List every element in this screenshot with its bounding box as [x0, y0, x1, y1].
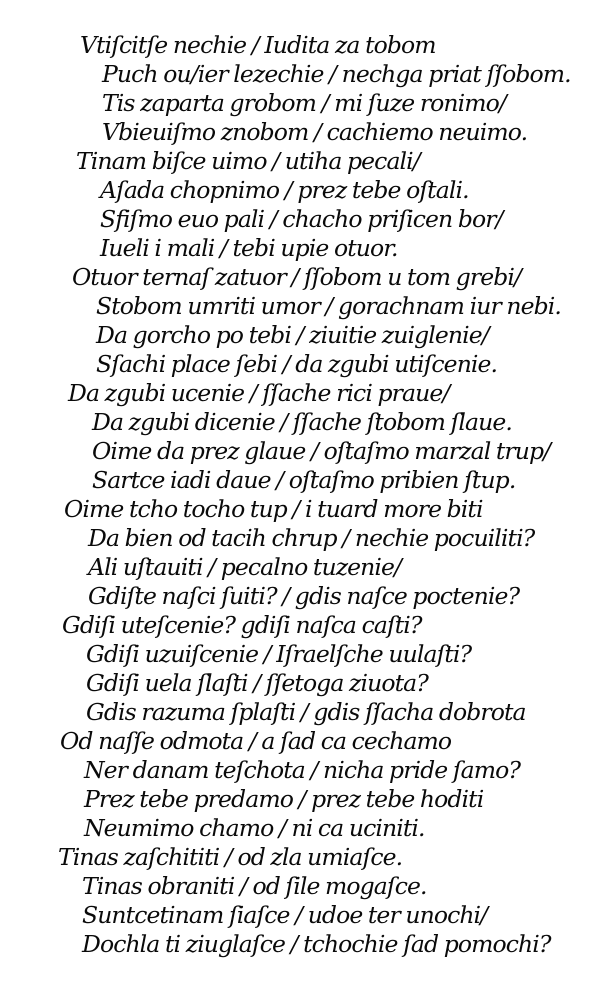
verse-line: Oime da prez glaue / oſtaſmo marzal trup/: [92, 437, 551, 465]
verse-line: Da zgubi dicenie / ſſache ſtobom ſlaue.: [92, 408, 512, 436]
verse-line: Gdis razuma ſplaſti / gdis ſſacha dobrota: [86, 698, 526, 726]
verse-line: Tis zaparta grobom / mi ſuze ronimo/: [102, 89, 506, 117]
verse-line: Stobom umriti umor / gorachnam iur nebi.: [96, 292, 561, 320]
verse-line: Otuor ternaſ zatuor / ſſobom u tom grebi/: [72, 263, 522, 291]
verse-line: Vtiſcitſe nechie / Iudita za tobom: [80, 31, 436, 59]
verse-line: Od naſſe odmota / a ſad ca cechamo: [60, 727, 452, 755]
verse-line: Da zgubi ucenie / ſſache rici praue/: [68, 379, 450, 407]
verse-line: Gdiſi uteſcenie? gdiſi naſca caſti?: [62, 611, 422, 639]
verse-line: Suntcetinam ſiaſce / udoe ter unochi/: [82, 901, 488, 929]
verse-line: Sſachi place ſebi / da zgubi utiſcenie.: [96, 350, 498, 378]
verse-line: Aſada chopnimo / prez tebe oſtali.: [100, 176, 469, 204]
verse-line: Gdiſi uzuiſcenie / Iſraelſche uulaſti?: [86, 640, 472, 668]
verse-line: Puch ou/ier lezechie / nechga priat ſſobom.: [102, 60, 571, 88]
verse-line: Oime tcho tocho tup / i tuard more biti: [64, 495, 483, 523]
verse-line: Neumimo chamo / ni ca uciniti.: [84, 814, 425, 842]
verse-line: Da bien od tacih chrup / nechie pocuiliti?: [88, 524, 535, 552]
verse-line: Tinas zaſchititi / od zla umiaſce.: [58, 843, 403, 871]
verse-line: Tinas obraniti / od ſile mogaſce.: [82, 872, 427, 900]
verse-line: Iueli i mali / tebi upie otuor.: [100, 234, 398, 262]
verse-line: Prez tebe predamo / prez tebe hoditi: [84, 785, 484, 813]
verse-line: Tinam biſce uimo / utiha pecali/: [76, 147, 420, 175]
verse-line: Da gorcho po tebi / ziuitie zuiglenie/: [96, 321, 489, 349]
verse-line: Ner danam teſchota / nicha pride ſamo?: [84, 756, 521, 784]
verse-line: Sfiſmo euo pali / chacho priſicen bor/: [100, 205, 503, 233]
verse-line: Gdiſte naſci ſuiti? / gdis naſce poctenie?: [88, 582, 520, 610]
verse-line: Dochla ti ziuglaſce / tchochie ſad pomochi?: [82, 930, 551, 958]
verse-line: Sartce iadi daue / oſtaſmo pribien ſtup.: [92, 466, 516, 494]
verse-line: Ali uſtauiti / pecalno tuzenie/: [88, 553, 402, 581]
verse-line: Gdiſi uela ſlaſti / ſſetoga ziuota?: [86, 669, 428, 697]
verse-line: Vbieuiſmo znobom / cachiemo neuimo.: [102, 118, 528, 146]
